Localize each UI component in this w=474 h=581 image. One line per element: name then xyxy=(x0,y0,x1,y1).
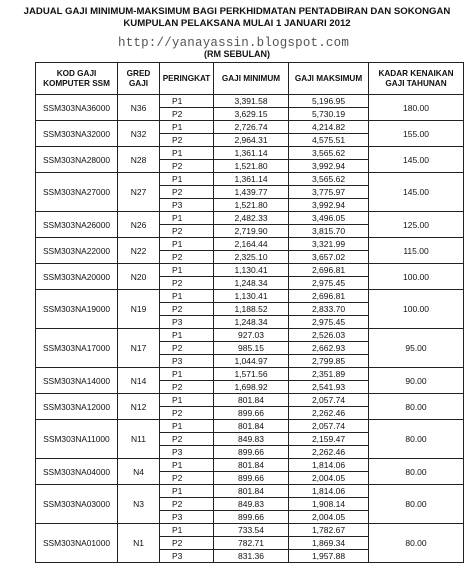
grade-cell: N3 xyxy=(118,485,160,524)
annual-increment-cell: 95.00 xyxy=(369,329,464,368)
max-salary-cell: 2,975.45 xyxy=(289,277,369,290)
grade-cell: N36 xyxy=(118,95,160,121)
step-cell: P1 xyxy=(160,290,214,303)
step-cell: P2 xyxy=(160,342,214,355)
step-cell: P3 xyxy=(160,199,214,212)
max-salary-cell: 2,541.93 xyxy=(289,381,369,394)
grade-cell: N4 xyxy=(118,459,160,485)
step-cell: P2 xyxy=(160,186,214,199)
grade-cell: N19 xyxy=(118,290,160,329)
min-salary-cell: 1,571.56 xyxy=(214,368,289,381)
grade-cell: N11 xyxy=(118,420,160,459)
max-salary-cell: 1,957.88 xyxy=(289,550,369,563)
blog-watermark: http://yanayassin.blogspot.com xyxy=(118,36,350,50)
step-cell: P3 xyxy=(160,316,214,329)
min-salary-cell: 927.03 xyxy=(214,329,289,342)
min-salary-cell: 2,164.44 xyxy=(214,238,289,251)
step-cell: P2 xyxy=(160,537,214,550)
header-gred-gaji: GRED GAJI xyxy=(118,63,160,95)
table-header-row xyxy=(36,63,464,95)
max-salary-cell: 3,565.62 xyxy=(289,173,369,186)
step-cell: P1 xyxy=(160,394,214,407)
min-salary-cell: 985.15 xyxy=(214,342,289,355)
annual-increment-cell: 125.00 xyxy=(369,212,464,238)
salary-code-cell: SSM303NA11000 xyxy=(36,420,118,459)
max-salary-cell: 3,815.70 xyxy=(289,225,369,238)
step-cell: P2 xyxy=(160,381,214,394)
step-cell: P2 xyxy=(160,251,214,264)
table-row xyxy=(36,212,464,225)
max-salary-cell: 4,214.82 xyxy=(289,121,369,134)
header-peringkat: PERINGKAT xyxy=(160,63,214,95)
table-row xyxy=(36,147,464,160)
table-row xyxy=(36,173,464,186)
step-cell: P3 xyxy=(160,550,214,563)
table-row xyxy=(36,329,464,342)
min-salary-cell: 899.66 xyxy=(214,511,289,524)
table-row xyxy=(36,368,464,381)
step-cell: P2 xyxy=(160,277,214,290)
salary-code-cell: SSM303NA03000 xyxy=(36,485,118,524)
max-salary-cell: 3,775.97 xyxy=(289,186,369,199)
salary-code-cell: SSM303NA14000 xyxy=(36,368,118,394)
grade-cell: N14 xyxy=(118,368,160,394)
table-row xyxy=(36,524,464,537)
table-row xyxy=(36,121,464,134)
min-salary-cell: 849.83 xyxy=(214,498,289,511)
step-cell: P2 xyxy=(160,472,214,485)
header-gaji-minimum: GAJI MINIMUM xyxy=(214,63,289,95)
min-salary-cell: 2,719.90 xyxy=(214,225,289,238)
annual-increment-cell: 80.00 xyxy=(369,459,464,485)
table-row xyxy=(36,264,464,277)
grade-cell: N26 xyxy=(118,212,160,238)
max-salary-cell: 4,575.51 xyxy=(289,134,369,147)
max-salary-cell: 2,004.05 xyxy=(289,472,369,485)
header-kod-gaji: KOD GAJI KOMPUTER SSM xyxy=(36,63,118,95)
min-salary-cell: 801.84 xyxy=(214,420,289,433)
salary-code-cell: SSM303NA28000 xyxy=(36,147,118,173)
annual-increment-cell: 80.00 xyxy=(369,524,464,563)
max-salary-cell: 5,730.19 xyxy=(289,108,369,121)
step-cell: P1 xyxy=(160,147,214,160)
step-cell: P1 xyxy=(160,264,214,277)
step-cell: P2 xyxy=(160,303,214,316)
step-cell: P1 xyxy=(160,121,214,134)
min-salary-cell: 1,521.80 xyxy=(214,160,289,173)
min-salary-cell: 1,044.97 xyxy=(214,355,289,368)
annual-increment-cell: 180.00 xyxy=(369,95,464,121)
grade-cell: N32 xyxy=(118,121,160,147)
step-cell: P1 xyxy=(160,238,214,251)
step-cell: P3 xyxy=(160,446,214,459)
step-cell: P2 xyxy=(160,225,214,238)
salary-code-cell: SSM303NA20000 xyxy=(36,264,118,290)
grade-cell: N22 xyxy=(118,238,160,264)
max-salary-cell: 5,196.95 xyxy=(289,95,369,108)
max-salary-cell: 1,869.34 xyxy=(289,537,369,550)
salary-code-cell: SSM303NA12000 xyxy=(36,394,118,420)
step-cell: P2 xyxy=(160,433,214,446)
table-row xyxy=(36,238,464,251)
max-salary-cell: 2,057.74 xyxy=(289,394,369,407)
min-salary-cell: 899.66 xyxy=(214,446,289,459)
grade-cell: N27 xyxy=(118,173,160,212)
min-salary-cell: 1,439.77 xyxy=(214,186,289,199)
step-cell: P1 xyxy=(160,95,214,108)
step-cell: P3 xyxy=(160,511,214,524)
currency-note: (RM SEBULAN) xyxy=(204,49,270,59)
grade-cell: N20 xyxy=(118,264,160,290)
max-salary-cell: 3,565.62 xyxy=(289,147,369,160)
min-salary-cell: 1,130.41 xyxy=(214,264,289,277)
grade-cell: N12 xyxy=(118,394,160,420)
title-line-2: KUMPULAN PELAKSANA MULAI 1 JANUARI 2012 xyxy=(123,18,351,29)
table-row xyxy=(36,290,464,303)
max-salary-cell: 2,351.89 xyxy=(289,368,369,381)
min-salary-cell: 899.66 xyxy=(214,472,289,485)
annual-increment-cell: 145.00 xyxy=(369,147,464,173)
grade-cell: N28 xyxy=(118,147,160,173)
table-row xyxy=(36,459,464,472)
max-salary-cell: 3,496.05 xyxy=(289,212,369,225)
step-cell: P1 xyxy=(160,212,214,225)
max-salary-cell: 2,262.46 xyxy=(289,407,369,420)
step-cell: P1 xyxy=(160,173,214,186)
max-salary-cell: 2,159.47 xyxy=(289,433,369,446)
annual-increment-cell: 80.00 xyxy=(369,485,464,524)
max-salary-cell: 2,662.93 xyxy=(289,342,369,355)
step-cell: P2 xyxy=(160,134,214,147)
max-salary-cell: 1,814.06 xyxy=(289,459,369,472)
title-line-1: JADUAL GAJI MINIMUM-MAKSIMUM BAGI PERKHIDMATAN PENTADBIRAN DAN SOKONGAN xyxy=(23,6,451,17)
max-salary-cell: 2,799.85 xyxy=(289,355,369,368)
min-salary-cell: 1,188.52 xyxy=(214,303,289,316)
min-salary-cell: 831.36 xyxy=(214,550,289,563)
annual-increment-cell: 80.00 xyxy=(369,394,464,420)
annual-increment-cell: 90.00 xyxy=(369,368,464,394)
document-title xyxy=(0,6,474,30)
max-salary-cell: 2,833.70 xyxy=(289,303,369,316)
annual-increment-cell: 100.00 xyxy=(369,264,464,290)
max-salary-cell: 1,782.67 xyxy=(289,524,369,537)
salary-table xyxy=(35,62,464,563)
min-salary-cell: 1,248.34 xyxy=(214,277,289,290)
step-cell: P1 xyxy=(160,420,214,433)
min-salary-cell: 801.84 xyxy=(214,459,289,472)
salary-code-cell: SSM303NA22000 xyxy=(36,238,118,264)
table-row xyxy=(36,95,464,108)
min-salary-cell: 1,130.41 xyxy=(214,290,289,303)
salary-code-cell: SSM303NA27000 xyxy=(36,173,118,212)
min-salary-cell: 2,482.33 xyxy=(214,212,289,225)
annual-increment-cell: 145.00 xyxy=(369,173,464,212)
min-salary-cell: 801.84 xyxy=(214,485,289,498)
min-salary-cell: 1,361.14 xyxy=(214,173,289,186)
max-salary-cell: 2,004.05 xyxy=(289,511,369,524)
min-salary-cell: 1,521.80 xyxy=(214,199,289,212)
header-kadar-kenaikan: KADAR KENAIKAN GAJI TAHUNAN xyxy=(369,63,464,95)
table-row xyxy=(36,420,464,433)
salary-code-cell: SSM303NA32000 xyxy=(36,121,118,147)
salary-code-cell: SSM303NA36000 xyxy=(36,95,118,121)
grade-cell: N1 xyxy=(118,524,160,563)
grade-cell: N17 xyxy=(118,329,160,368)
min-salary-cell: 2,726.74 xyxy=(214,121,289,134)
step-cell: P1 xyxy=(160,485,214,498)
salary-code-cell: SSM303NA04000 xyxy=(36,459,118,485)
min-salary-cell: 899.66 xyxy=(214,407,289,420)
min-salary-cell: 2,325.10 xyxy=(214,251,289,264)
salary-code-cell: SSM303NA17000 xyxy=(36,329,118,368)
min-salary-cell: 3,629.15 xyxy=(214,108,289,121)
salary-code-cell: SSM303NA26000 xyxy=(36,212,118,238)
salary-code-cell: SSM303NA19000 xyxy=(36,290,118,329)
min-salary-cell: 733.54 xyxy=(214,524,289,537)
table-row xyxy=(36,485,464,498)
step-cell: P1 xyxy=(160,368,214,381)
max-salary-cell: 3,321.99 xyxy=(289,238,369,251)
min-salary-cell: 1,361.14 xyxy=(214,147,289,160)
max-salary-cell: 2,526.03 xyxy=(289,329,369,342)
step-cell: P2 xyxy=(160,407,214,420)
min-salary-cell: 801.84 xyxy=(214,394,289,407)
max-salary-cell: 2,057.74 xyxy=(289,420,369,433)
max-salary-cell: 2,975.45 xyxy=(289,316,369,329)
step-cell: P3 xyxy=(160,355,214,368)
min-salary-cell: 849.83 xyxy=(214,433,289,446)
max-salary-cell: 2,262.46 xyxy=(289,446,369,459)
min-salary-cell: 1,248.34 xyxy=(214,316,289,329)
min-salary-cell: 3,391.58 xyxy=(214,95,289,108)
max-salary-cell: 2,696.81 xyxy=(289,290,369,303)
step-cell: P1 xyxy=(160,524,214,537)
annual-increment-cell: 115.00 xyxy=(369,238,464,264)
step-cell: P2 xyxy=(160,160,214,173)
min-salary-cell: 782.71 xyxy=(214,537,289,550)
header-gaji-maksimum: GAJI MAKSIMUM xyxy=(289,63,369,95)
max-salary-cell: 2,696.81 xyxy=(289,264,369,277)
annual-increment-cell: 155.00 xyxy=(369,121,464,147)
step-cell: P1 xyxy=(160,459,214,472)
max-salary-cell: 3,657.02 xyxy=(289,251,369,264)
annual-increment-cell: 100.00 xyxy=(369,290,464,329)
table-row xyxy=(36,394,464,407)
annual-increment-cell: 80.00 xyxy=(369,420,464,459)
min-salary-cell: 2,964.31 xyxy=(214,134,289,147)
step-cell: P2 xyxy=(160,498,214,511)
max-salary-cell: 1,814.06 xyxy=(289,485,369,498)
max-salary-cell: 3,992.94 xyxy=(289,199,369,212)
max-salary-cell: 3,992.94 xyxy=(289,160,369,173)
step-cell: P2 xyxy=(160,108,214,121)
salary-code-cell: SSM303NA01000 xyxy=(36,524,118,563)
max-salary-cell: 1,908.14 xyxy=(289,498,369,511)
step-cell: P1 xyxy=(160,329,214,342)
min-salary-cell: 1,698.92 xyxy=(214,381,289,394)
